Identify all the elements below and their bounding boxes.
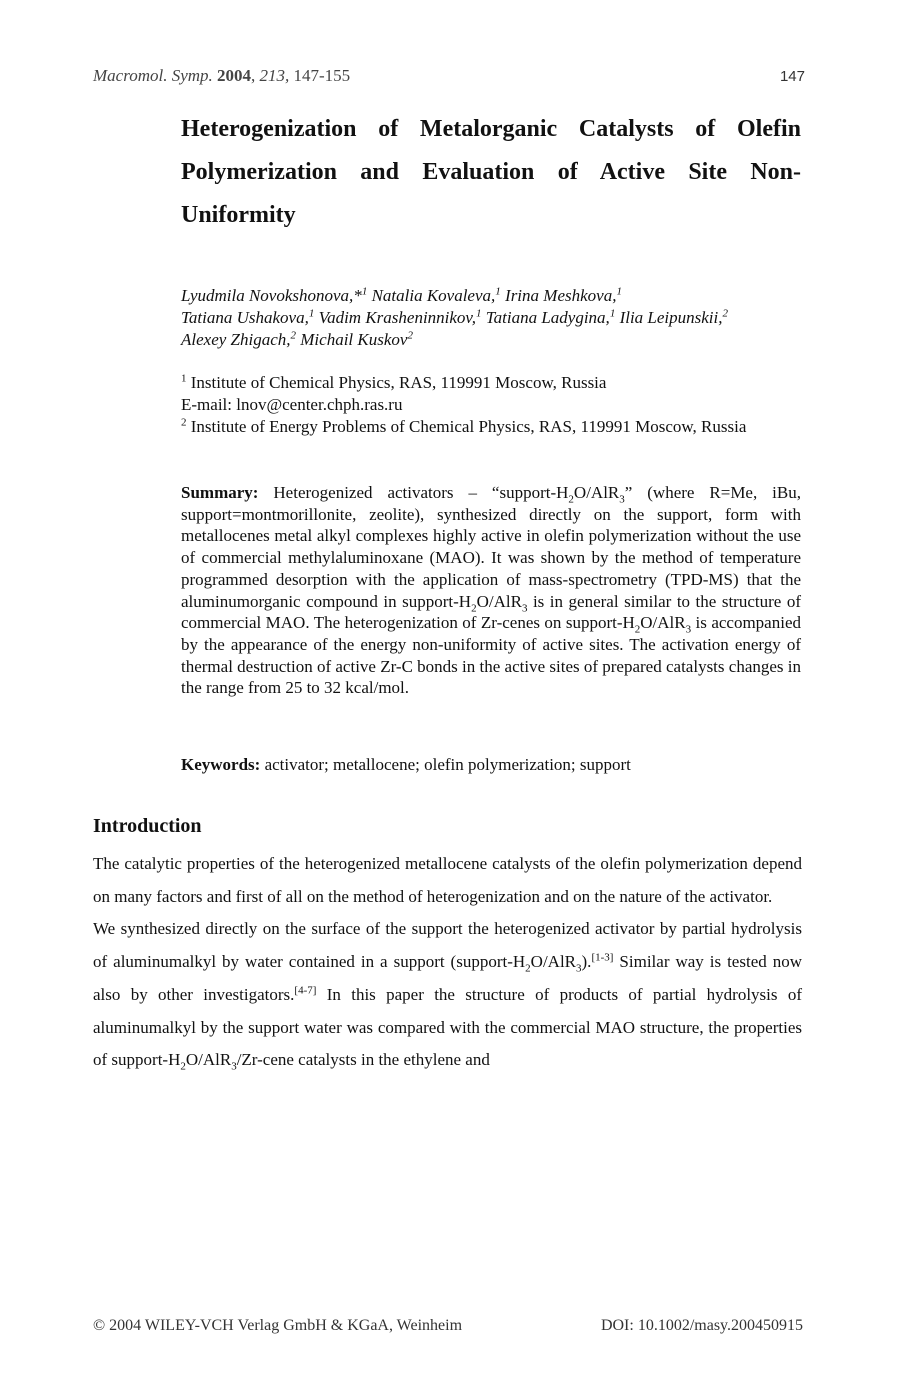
copyright-footer: © 2004 WILEY-VCH Verlag GmbH & KGaA, Weinheim	[93, 1317, 463, 1334]
section-heading-introduction: Introduction	[93, 815, 202, 837]
author-affiliation-mark: 1	[609, 307, 616, 320]
citation-ref: [1-3]	[591, 951, 614, 964]
author-line-2	[181, 307, 803, 329]
journal-citation: Macromol. Symp. 2004, 213, 147-155	[93, 66, 351, 85]
author-affiliation-mark: 1	[308, 307, 315, 320]
author-name: Alexey Zhigach,	[181, 330, 291, 349]
author-affiliation-mark: 1	[616, 285, 622, 298]
keywords	[181, 754, 801, 776]
journal-year: 2004	[217, 66, 252, 85]
keywords-label: Keywords:	[181, 755, 261, 774]
paper-title: Heterogenization of Metalorganic Catalysts of Olefin Polymerization and Evaluation of Active Site Non-Uniformity	[181, 116, 801, 228]
author-name: Tatiana Ladygina,	[481, 308, 610, 327]
affiliation-2: $^2$ Institute of Energy Problems of Chemical Physics, RAS, 119991 Moscow, Russia	[181, 416, 747, 436]
author-list	[181, 285, 803, 351]
author-affiliation-mark: 1	[361, 285, 368, 298]
introduction-body	[93, 848, 802, 1077]
affiliation-mark: 1	[181, 372, 187, 385]
author-name: Irina Meshkova,	[500, 286, 617, 305]
author-affiliation-mark: 2	[722, 307, 729, 320]
author-name: Michail Kuskov	[296, 330, 408, 349]
author-affiliation-mark: 2	[290, 329, 297, 342]
journal-pages: 147-155	[293, 66, 351, 85]
doi-footer: DOI: 10.1002/masy.200450915	[600, 1317, 803, 1334]
email-line: E-mail: lnov@center.chph.ras.ru	[181, 395, 403, 414]
intro-paragraph-1: The catalytic properties of the heterogenized metallocene catalysts of the olefin polymerization depend on many factors and first of all on the method of heterogenization and on the nature of the activator.	[93, 854, 802, 906]
page-number: 147	[779, 68, 805, 85]
author-name: Ilia Leipunskii,	[615, 308, 723, 327]
author-affiliation-mark: 1	[475, 307, 482, 320]
summary-label: Summary:	[181, 483, 259, 502]
keywords-text: activator; metallocene; olefin polymerization; support	[260, 755, 631, 774]
author-line-3	[181, 329, 803, 351]
author-affiliation-mark: 2	[407, 329, 413, 342]
author-name: Vadim Krasheninnikov,	[314, 308, 476, 327]
author-name: Natalia Kovaleva,	[367, 286, 496, 305]
journal-name: Macromol. Symp.	[93, 66, 213, 85]
citation-ref: [4-7]	[294, 984, 317, 997]
author-affiliation-mark: 1	[495, 285, 501, 298]
author-name: Tatiana Ushakova,	[181, 308, 309, 327]
journal-volume: 213,	[259, 66, 290, 85]
abstract-summary: Summary: Heterogenized activators – “$support-H_2O/AlR_3$” (where R=Me, iBu, support=montmorillonite, zeolite), synthesized directly on the support, form with metallocenes metal alkyl complexes highly active in olefin polymerization without the use of commercial methylaluminoxane (MAO). It was shown by the method of temperature programmed desorption with the application of mass-spectrometry (TPD-MS) that the aluminumorganic compound in support-$H_2O/AlR_3$ is in general similar to the structure of commercial MAO. The heterogenization of Zr-cenes on support-$H_2O/AlR_3$ is accompanied by the appearance of the energy non-uniformity of active sites. The activation energy of thermal destruction of active Zr-C bonds in the active sites of prepared catalysts changes in the range from 25 to 32 kcal/mol.	[181, 483, 801, 698]
intro-paragraph-2: We synthesized directly on the surface of the support the heterogenized activator by partial hydrolysis of aluminumalkyl by water contained in a support $(support-H_2O/AlR_3).[1-3]$ Similar way is tested now also by other investigators.[4-7] In this paper the structure of products of partial hydrolysis of aluminumalkyl by the support water was compared with the commercial MAO structure, the properties of support-$H_2O/AlR_3/Zr$-cene catalysts in the ethylene and	[93, 919, 802, 1073]
author-name: Lyudmila Novokshonova,*	[181, 286, 362, 305]
affiliations	[181, 372, 801, 438]
affiliation-mark: 2	[181, 416, 187, 429]
affiliation-1: $^1$ Institute of Chemical Physics, RAS, 119991 Moscow, Russia	[181, 372, 607, 392]
author-line-1	[181, 285, 803, 307]
